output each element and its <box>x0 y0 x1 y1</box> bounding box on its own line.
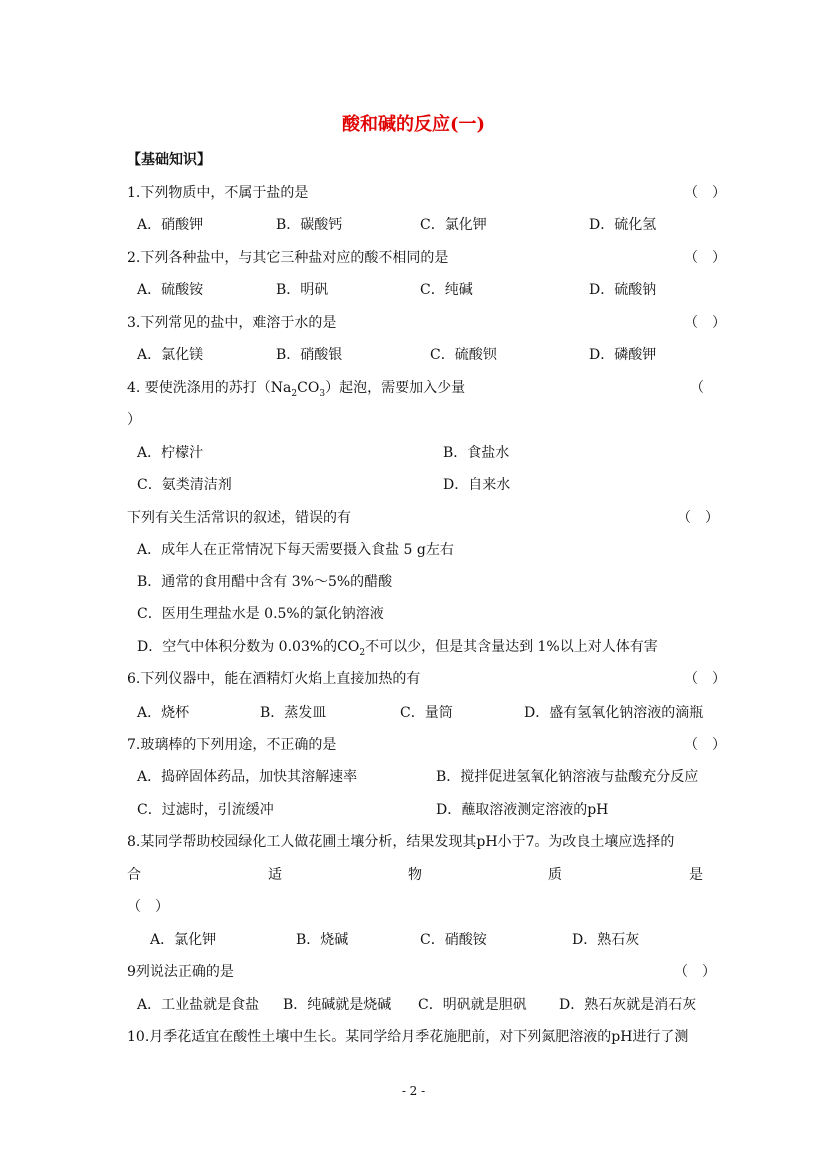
question-10-stem: 10.月季花适宜在酸性土壤中生长。某同学给月季花施肥前，对下列氮肥溶液的pH进行了测 <box>127 1029 689 1045</box>
question-8-justified-char: 适 <box>268 867 282 883</box>
question-4-option-d: D．自来水 <box>443 477 511 493</box>
question-4-stem-part: ）起泡，需要加入少量 <box>325 380 466 396</box>
question-6-option-c: C．量筒 <box>400 705 453 721</box>
page-number: - 2 - <box>401 1084 426 1098</box>
question-2-option-a: A．硫酸铵 <box>137 282 204 298</box>
question-3-option-b: B．硝酸银 <box>276 347 343 363</box>
question-8-option-d: D．熟石灰 <box>572 932 640 948</box>
question-2-option-b: B．明矾 <box>276 282 329 298</box>
question-6-option-a: A．烧杯 <box>137 705 190 721</box>
question-5-option-d-part: D．空气中体积分数为 0.03%的CO <box>137 639 360 655</box>
question-8-option-b: B．烧碱 <box>296 932 349 948</box>
question-8-answer-blank: （ ） <box>127 899 169 915</box>
question-9-option-b: B．纯碱就是烧碱 <box>283 997 392 1013</box>
question-9-option-c: C．明矾就是胆矾 <box>418 997 527 1013</box>
question-5-option-d <box>137 637 658 663</box>
question-7-answer-blank: （ ） <box>684 737 726 753</box>
question-3-option-c: C．硫酸钡 <box>430 347 497 363</box>
question-2-stem: 2.下列各种盐中，与其它三种盐对应的酸不相同的是 <box>127 250 449 266</box>
question-7-option-b: B．搅拌促进氢氧化钠溶液与盐酸充分反应 <box>436 769 699 785</box>
question-4-option-a: A．柠檬汁 <box>137 445 204 461</box>
question-8-option-c: C．硝酸铵 <box>420 932 487 948</box>
question-4-option-c: C．氨类清洁剂 <box>137 477 232 493</box>
question-7-option-c: C．过滤时，引流缓冲 <box>137 802 274 818</box>
question-7-option-a: A．捣碎固体药品，加快其溶解速率 <box>137 769 358 785</box>
question-5-option-d-part: 不可以少，但是其含量达到 1%以上对人体有害 <box>365 639 658 655</box>
question-8-option-a: A．氯化钾 <box>150 932 217 948</box>
question-4-subscript: 3 <box>319 388 326 399</box>
question-3-option-a: A．氯化镁 <box>137 347 204 363</box>
question-2-answer-blank: （ ） <box>684 250 726 266</box>
question-9-option-d: D．熟石灰就是消石灰 <box>559 997 697 1013</box>
question-5-answer-blank: （ ） <box>677 510 719 526</box>
question-4-paren-open: （ <box>690 380 704 396</box>
section-heading: 【基础知识】 <box>127 152 211 168</box>
question-5-stem: 下列有关生活常识的叙述，错误的有 <box>127 510 351 526</box>
question-1-option-c: C．氯化钾 <box>420 217 487 233</box>
question-4-stem-part: 4. 要使洗涤用的苏打（Na <box>127 380 292 396</box>
page-title: 酸和碱的反应(一) <box>341 114 486 135</box>
question-1-stem: 1.下列物质中，不属于盐的是 <box>127 185 309 201</box>
question-5-option-b: B．通常的食用醋中含有 3%～5%的醋酸 <box>137 574 393 590</box>
question-4-paren-close: ） <box>127 412 141 428</box>
question-5-option-c: C．医用生理盐水是 0.5%的氯化钠溶液 <box>137 606 384 622</box>
question-4-stem <box>127 378 465 404</box>
question-4-subscript: 2 <box>291 388 298 399</box>
question-8-stem: 8.某同学帮助校园绿化工人做花圃土壤分析，结果发现其pH小于7。为改良土壤应选择的 <box>127 834 675 850</box>
question-9-option-a: A．工业盐就是食盐 <box>137 997 260 1013</box>
question-7-stem: 7.玻璃棒的下列用途，不正确的是 <box>127 737 337 753</box>
question-6-stem: 6.下列仪器中，能在酒精灯火焰上直接加热的有 <box>127 671 421 687</box>
question-7-option-d: D．蘸取溶液测定溶液的pH <box>436 802 609 818</box>
question-1-answer-blank: （ ） <box>684 185 726 201</box>
question-3-option-d: D．磷酸钾 <box>589 347 657 363</box>
question-1-option-b: B．碳酸钙 <box>276 217 343 233</box>
question-2-option-d: D．硫酸钠 <box>589 282 657 298</box>
question-8-justified-char: 合 <box>127 867 141 883</box>
question-9-answer-blank: （ ） <box>674 964 716 980</box>
question-8-justified-char: 物 <box>408 867 422 883</box>
question-6-answer-blank: （ ） <box>684 671 726 687</box>
question-5-subscript: 2 <box>359 647 366 658</box>
question-4-stem-part: CO <box>297 380 320 396</box>
question-9-stem: 9列说法正确的是 <box>127 964 234 980</box>
question-1-option-a: A．硝酸钾 <box>137 217 204 233</box>
question-3-answer-blank: （ ） <box>684 315 726 331</box>
question-8-justified-char: 质 <box>548 867 562 883</box>
question-3-stem: 3.下列常见的盐中，难溶于水的是 <box>127 315 337 331</box>
question-5-option-a: A．成年人在正常情况下每天需要摄入食盐 5 g左右 <box>137 542 454 558</box>
question-6-option-d: D．盛有氢氧化钠溶液的滴瓶 <box>524 705 704 721</box>
question-1-option-d: D．硫化氢 <box>589 217 657 233</box>
question-4-option-b: B．食盐水 <box>443 445 510 461</box>
question-2-option-c: C．纯碱 <box>420 282 473 298</box>
question-6-option-b: B．蒸发皿 <box>260 705 327 721</box>
question-8-justified-char: 是 <box>689 867 703 883</box>
